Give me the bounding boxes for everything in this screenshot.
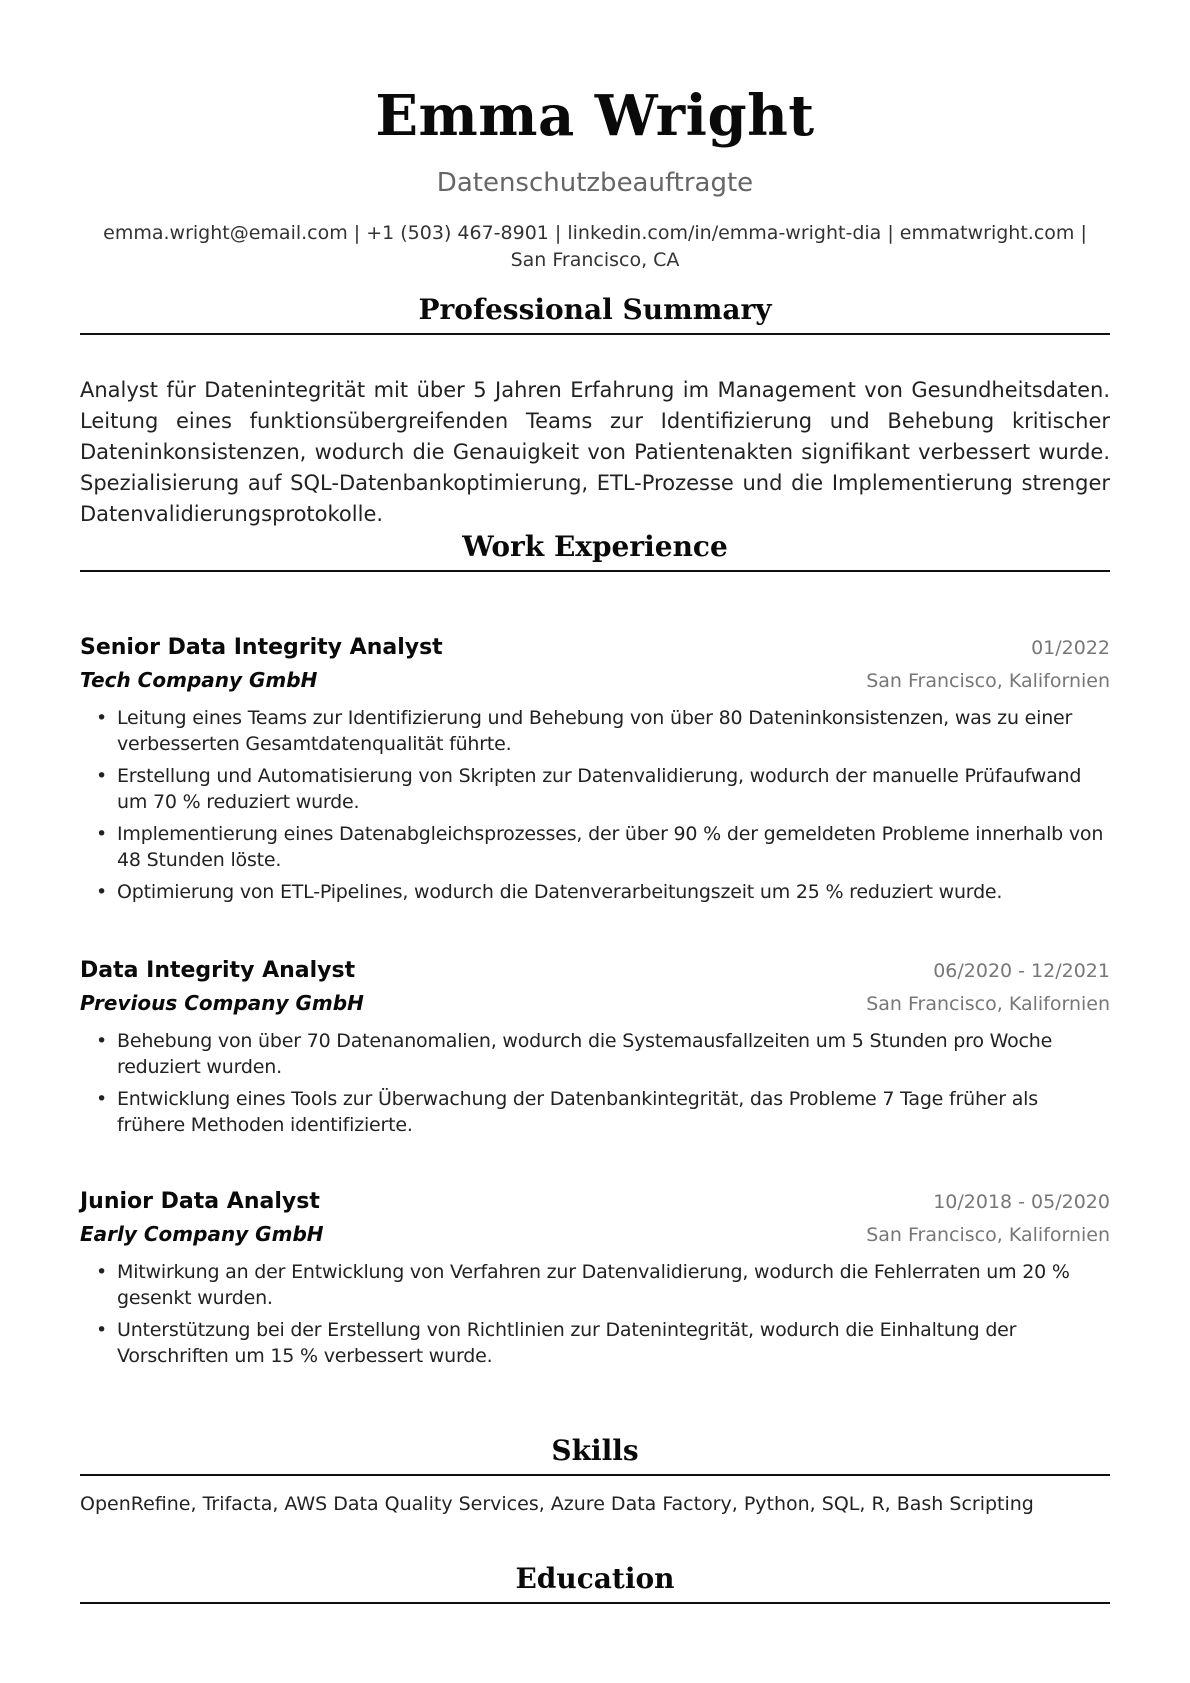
job-location: San Francisco, Kalifornien (866, 670, 1110, 692)
contact-line: emma.wright@email.com | +1 (503) 467-8901 | linkedin.com/in/emma-wright-dia | emmatwright.com | San Francisco, CA (103, 222, 1087, 271)
job-title: Senior Data Integrity Analyst (80, 635, 443, 660)
skills-text: OpenRefine, Trifacta, AWS Data Quality Services, Azure Data Factory, Python, SQL, R, Bash Scripting (80, 1493, 1034, 1515)
job-bullet: • Leitung eines Teams zur Identifizierung und Behebung von über 80 Dateninkonsistenzen, was zu einer verbesserten Gesamtdatenqualität führte. (80, 705, 1110, 757)
job-bullet: • Erstellung und Automatisierung von Skripten zur Datenvalidierung, wodurch der manuelle Prüfaufwand um 70 % reduziert wurde. (80, 763, 1110, 815)
job-bullets (80, 1028, 1110, 1138)
job-bullet: • Behebung von über 70 Datenanomalien, wodurch die Systemausfallzeiten um 5 Stunden pro Woche reduziert wurden. (80, 1028, 1110, 1080)
summary-heading: Professional Summary (80, 291, 1110, 335)
job-bullets (80, 705, 1110, 905)
job-bullet: • Unterstützung bei der Erstellung von Richtlinien zur Datenintegrität, wodurch die Einhaltung der Vorschriften um 15 % verbessert wurde. (80, 1317, 1110, 1369)
job-location: San Francisco, Kalifornien (866, 1224, 1110, 1246)
job-entry (80, 1186, 1110, 1375)
job-bullets (80, 1259, 1110, 1369)
job-bullet: • Optimierung von ETL-Pipelines, wodurch die Datenverarbeitungszeit um 25 % reduziert wurde. (80, 879, 1110, 905)
skills-heading: Skills (80, 1432, 1110, 1476)
job-bullet: • Implementierung eines Datenabgleichsprozesses, der über 90 % der gemeldeten Probleme innerhalb von 48 Stunden löste. (80, 821, 1110, 873)
job-bullet: • Mitwirkung an der Entwicklung von Verfahren zur Datenvalidierung, wodurch die Fehlerraten um 20 % gesenkt wurden. (80, 1259, 1110, 1311)
job-date: 01/2022 (1031, 637, 1110, 659)
job-company: Early Company GmbH (80, 1222, 324, 1246)
education-heading: Education (80, 1560, 1110, 1604)
job-location: San Francisco, Kalifornien (866, 993, 1110, 1015)
job-company: Previous Company GmbH (80, 991, 364, 1015)
job-date: 10/2018 - 05/2020 (933, 1191, 1110, 1213)
job-title: Junior Data Analyst (80, 1189, 320, 1214)
candidate-title: Datenschutzbeauftragte (436, 168, 754, 198)
job-entry (80, 632, 1110, 911)
job-title: Data Integrity Analyst (80, 958, 356, 983)
job-company: Tech Company GmbH (80, 668, 318, 692)
job-date: 06/2020 - 12/2021 (933, 960, 1110, 982)
candidate-name: Emma Wright (375, 83, 815, 149)
job-entry (80, 955, 1110, 1144)
summary-text: Analyst für Datenintegrität mit über 5 Jahren Erfahrung im Management von Gesundheitsdaten. Leitung eines funktionsübergreifenden Teams zur Identifizierung und Behebung kritischer Dateninkonsistenzen, wodurch die Genauigkeit von Patientenakten signifikant verbessert wurde. Spezialisierung auf SQL-Datenbankoptimierung, ETL-Prozesse und die Implementierung strenger Datenvalidierungsprotokolle. (80, 378, 1110, 526)
job-bullet: • Entwicklung eines Tools zur Überwachung der Datenbankintegrität, das Probleme 7 Tage früher als frühere Methoden identifizierte. (80, 1086, 1110, 1138)
experience-heading: Work Experience (80, 528, 1110, 572)
